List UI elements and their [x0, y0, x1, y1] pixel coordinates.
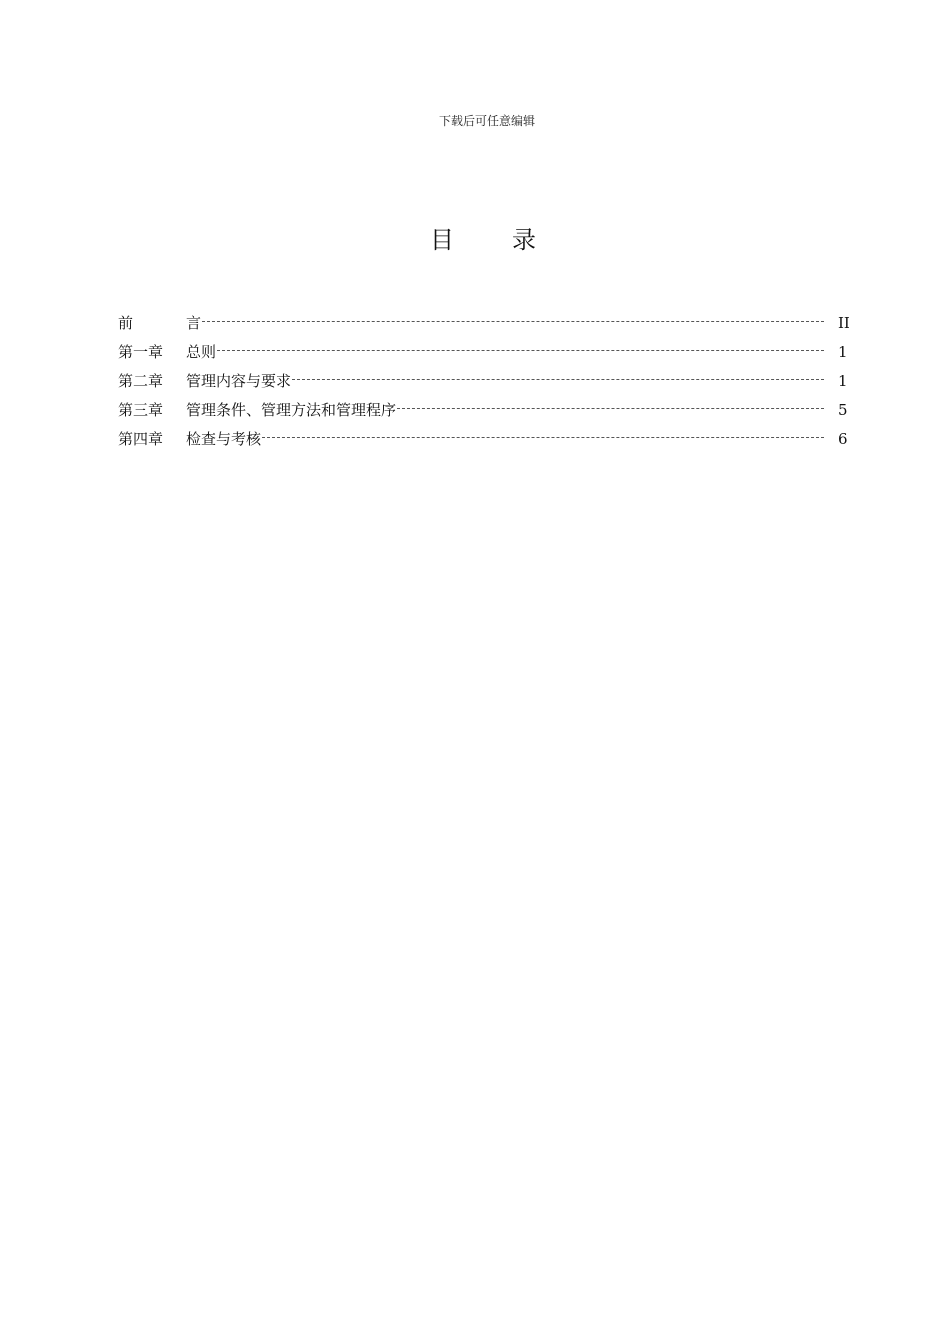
page-title: [0, 220, 950, 255]
toc-label: 第一章: [118, 343, 164, 361]
toc-entry-text: 管理条件、管理方法和管理程序: [186, 401, 397, 419]
toc-page-number: 6: [838, 430, 848, 448]
table-of-contents: [118, 312, 858, 457]
title-char-2: 录: [512, 226, 536, 254]
toc-page-number: 5: [838, 401, 848, 419]
toc-row-preface[interactable]: [118, 312, 858, 341]
toc-dot-leader: [262, 437, 824, 438]
toc-dot-leader: [292, 379, 824, 380]
toc-page-number: 1: [838, 343, 848, 361]
toc-row-chapter-2[interactable]: [118, 370, 858, 399]
toc-page-number: II: [838, 314, 850, 332]
header-note: 下载后可任意编辑: [438, 114, 535, 128]
toc-page-number: 1: [838, 372, 848, 390]
toc-dot-leader: [397, 408, 824, 409]
toc-entry-text: 管理内容与要求: [186, 372, 292, 390]
toc-entry-text: 检查与考核: [186, 430, 262, 448]
toc-label: 第二章: [118, 372, 164, 390]
toc-entry-text: 言: [186, 314, 202, 332]
toc-label: 前: [118, 314, 134, 332]
toc-row-chapter-3[interactable]: [118, 399, 858, 428]
toc-row-chapter-4[interactable]: [118, 428, 858, 457]
toc-entry-text: 总则: [186, 343, 217, 361]
toc-label: 第四章: [118, 430, 164, 448]
toc-label: 第三章: [118, 401, 164, 419]
toc-dot-leader: [202, 321, 824, 322]
toc-dot-leader: [217, 350, 824, 351]
title-char-1: 目: [430, 226, 454, 254]
toc-row-chapter-1[interactable]: [118, 341, 858, 370]
